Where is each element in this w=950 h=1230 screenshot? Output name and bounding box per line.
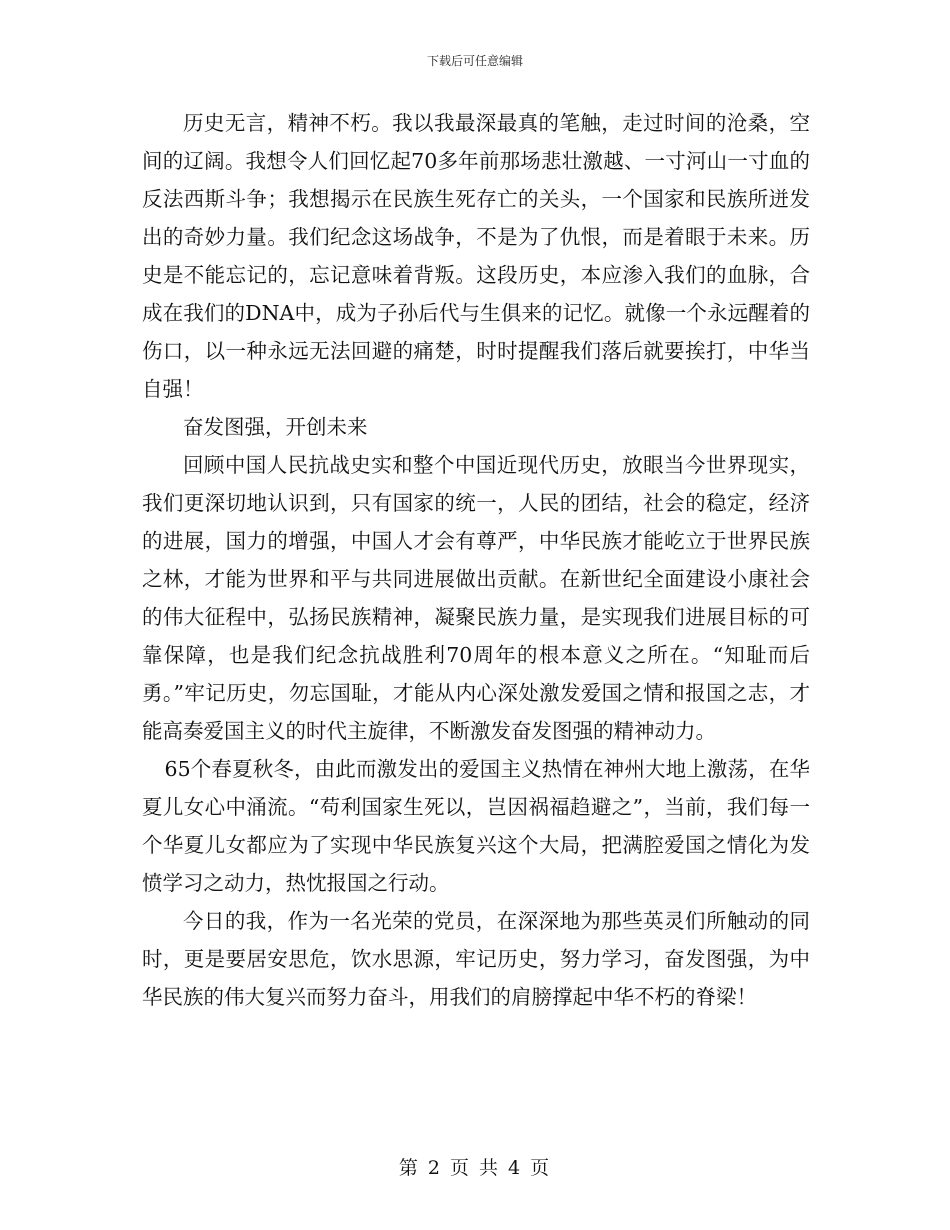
document-body xyxy=(142,104,810,1016)
paragraph-review: 回顾中国人民抗战史实和整个中国近现代历史，放眼当今世界现实，我们更深切地认识到，只有国家的统一，人民的团结，社会的稳定，经济的进展，国力的增强，中国人才会有尊严，中华民族才能屹立于世界民族之林，才能为世界和平与共同进展做出贡献。在新世纪全面建设小康社会的伟大征程中，弘扬民族精神，凝聚民族力量，是实现我们进展目标的可靠保障，也是我们纪念抗战胜利70周年的根本意义之所在。“知耻而后勇。”牢记历史，勿忘国耻，才能从内心深处激发爱国之情和报国之志，才能高奏爱国主义的时代主旋律，不断激发奋发图强的精神动力。 xyxy=(142,453,810,743)
page-footer: 第 2 页 共 4 页 xyxy=(398,1157,552,1179)
section-heading: 奋发图强，开创未来 xyxy=(183,415,368,439)
paragraph-today: 今日的我，作为一名光荣的党员，在深深地为那些英灵们所触动的同时，更是要居安思危，饮水思源，牢记历史，努力学习，奋发图强，为中华民族的伟大复兴而努力奋斗，用我们的肩膀撑起中华不朽的脊梁！ xyxy=(142,909,810,1009)
page-header: 下载后可任意编辑 xyxy=(426,54,523,68)
paragraph-history: 历史无言，精神不朽。我以我最深最真的笔触，走过时间的沧桑，空间的辽阔。我想令人们回忆起70多年前那场悲壮激越、一寸河山一寸血的反法西斯斗争；我想揭示在民族生死存亡的关头，一个国家和民族所迸发出的奇妙力量。我们纪念这场战争，不是为了仇恨，而是着眼于未来。历史是不能忘记的，忘记意味着背叛。这段历史，本应渗入我们的血脉，合成在我们的DNA中，成为子孙后代与生俱来的记忆。就像一个永远醒着的伤口，以一种永远无法回避的痛楚，时时提醒我们落后就要挨打，中华当自强！ xyxy=(142,111,810,401)
paragraph-patriotism: 65个春夏秋冬，由此而激发出的爱国主义热情在神州大地上激荡，在华夏儿女心中涌流。“苟利国家生死以，岂因祸福趋避之”，当前，我们每一个华夏儿女都应为了实现中华民族复兴这个大局，把满腔爱国之情化为发愤学习之动力，热忱报国之行动。 xyxy=(142,757,810,895)
